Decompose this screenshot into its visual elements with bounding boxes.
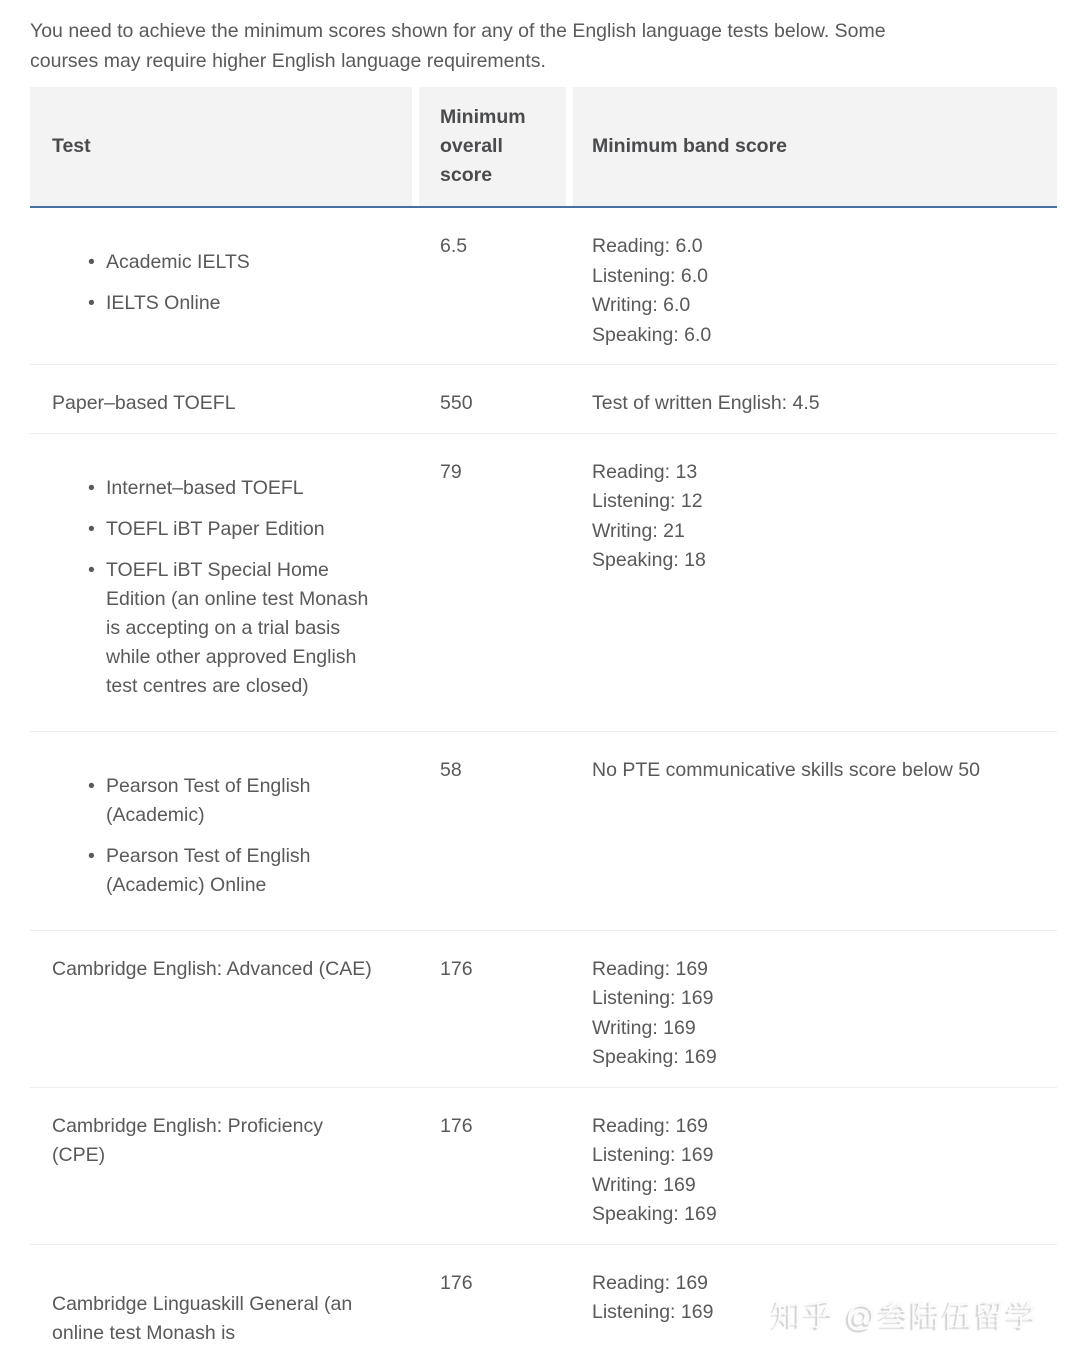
band-score-line: Writing: 169 xyxy=(592,1173,696,1196)
test-list-item: • TOEFL iBT Special Home Edition (an online test Monash is accepting on a trial basis while other approved English test centres are closed) xyxy=(90,556,372,701)
cell-band-score xyxy=(573,1245,1057,1358)
band-score-line: Reading: 169 xyxy=(592,1271,709,1294)
cell-test xyxy=(30,208,412,364)
cell-test xyxy=(30,732,412,930)
cell-overall-score: 79 xyxy=(440,460,462,483)
band-score-line: Speaking: 169 xyxy=(592,1046,717,1068)
test-list-item: • IELTS Online xyxy=(90,289,372,318)
test-name: Cambridge English: Proficiency (CPE) xyxy=(52,1114,323,1166)
band-score-line: Speaking: 18 xyxy=(592,549,706,571)
band-score-line: Listening: 169 xyxy=(592,1144,714,1166)
intro-paragraph: You need to achieve the minimum scores shown for any of the English language tests below. Some courses may require higher English language requirements. xyxy=(30,20,886,72)
table-row xyxy=(30,931,1057,1088)
cell-overall-score: 176 xyxy=(440,1114,473,1137)
table-header xyxy=(30,87,1057,208)
band-score-line: Writing: 6.0 xyxy=(592,294,691,316)
cell-test xyxy=(30,931,412,1087)
zhihu-watermark: 知乎 @叁陆伍留学 xyxy=(771,1300,1038,1333)
test-list-item: • Internet–based TOEFL xyxy=(90,474,372,503)
test-list-item: • TOEFL iBT Paper Edition xyxy=(90,515,372,544)
content-area xyxy=(0,17,1080,1358)
band-score-line: Reading: 169 xyxy=(592,957,709,980)
band-score-line: Listening: 6.0 xyxy=(592,264,709,287)
test-name: Cambridge English: Advanced (CAE) xyxy=(52,957,372,980)
cell-overall-score: 550 xyxy=(440,392,473,414)
test-list-item: • Academic IELTS xyxy=(90,248,372,277)
cell-band-score xyxy=(573,434,1057,731)
band-score-line: Listening: 169 xyxy=(592,987,714,1009)
cell-test xyxy=(30,1245,412,1358)
cell-test xyxy=(30,1088,412,1244)
table-row xyxy=(30,208,1057,365)
cell-overall-score: 58 xyxy=(440,758,462,781)
cell-overall-score: 176 xyxy=(440,957,473,980)
table-row xyxy=(30,732,1057,931)
cell-band-score xyxy=(573,732,1057,930)
cell-test xyxy=(30,434,412,731)
test-list-item: • Pearson Test of English (Academic) Online xyxy=(90,842,372,900)
band-score-line: Reading: 169 xyxy=(592,1114,709,1137)
band-score-line: Test of written English: 4.5 xyxy=(592,392,820,414)
table-row xyxy=(30,1245,1057,1358)
cell-band-score xyxy=(573,208,1057,364)
column-header-minimum-overall-score: Minimum overall score xyxy=(419,87,566,206)
column-header-test: Test xyxy=(30,87,412,206)
band-score-line: Speaking: 6.0 xyxy=(592,323,712,346)
band-score-line: Writing: 21 xyxy=(592,519,685,542)
cell-test xyxy=(30,365,412,433)
test-list xyxy=(90,772,372,900)
test-list xyxy=(90,474,372,701)
table-row xyxy=(30,1088,1057,1245)
table-row xyxy=(30,434,1057,732)
cell-band-score xyxy=(573,1088,1057,1244)
table-body xyxy=(30,208,1057,1358)
column-header-minimum-band-score: Minimum band score xyxy=(573,87,1057,206)
english-tests-table xyxy=(30,87,1057,1358)
cell-overall-score: 6.5 xyxy=(440,235,468,257)
test-list xyxy=(90,248,372,318)
band-score-line: No PTE communicative skills score below 50 xyxy=(592,758,980,781)
band-score-line: Reading: 6.0 xyxy=(592,235,703,257)
band-score-line: Listening: 169 xyxy=(592,1301,714,1323)
table-row xyxy=(30,365,1057,434)
test-name: Cambridge Linguaskill General (an online test Monash is xyxy=(52,1292,353,1344)
test-list-item: • Pearson Test of English (Academic) xyxy=(90,772,372,830)
cell-band-score xyxy=(573,365,1057,433)
band-score-line: Writing: 169 xyxy=(592,1016,696,1039)
band-score-line: Reading: 13 xyxy=(592,460,698,483)
band-score-line: Listening: 12 xyxy=(592,490,703,512)
cell-band-score xyxy=(573,931,1057,1087)
cell-overall-score: 176 xyxy=(440,1271,473,1294)
test-name: Paper–based TOEFL xyxy=(52,392,236,414)
band-score-line: Speaking: 169 xyxy=(592,1203,717,1225)
